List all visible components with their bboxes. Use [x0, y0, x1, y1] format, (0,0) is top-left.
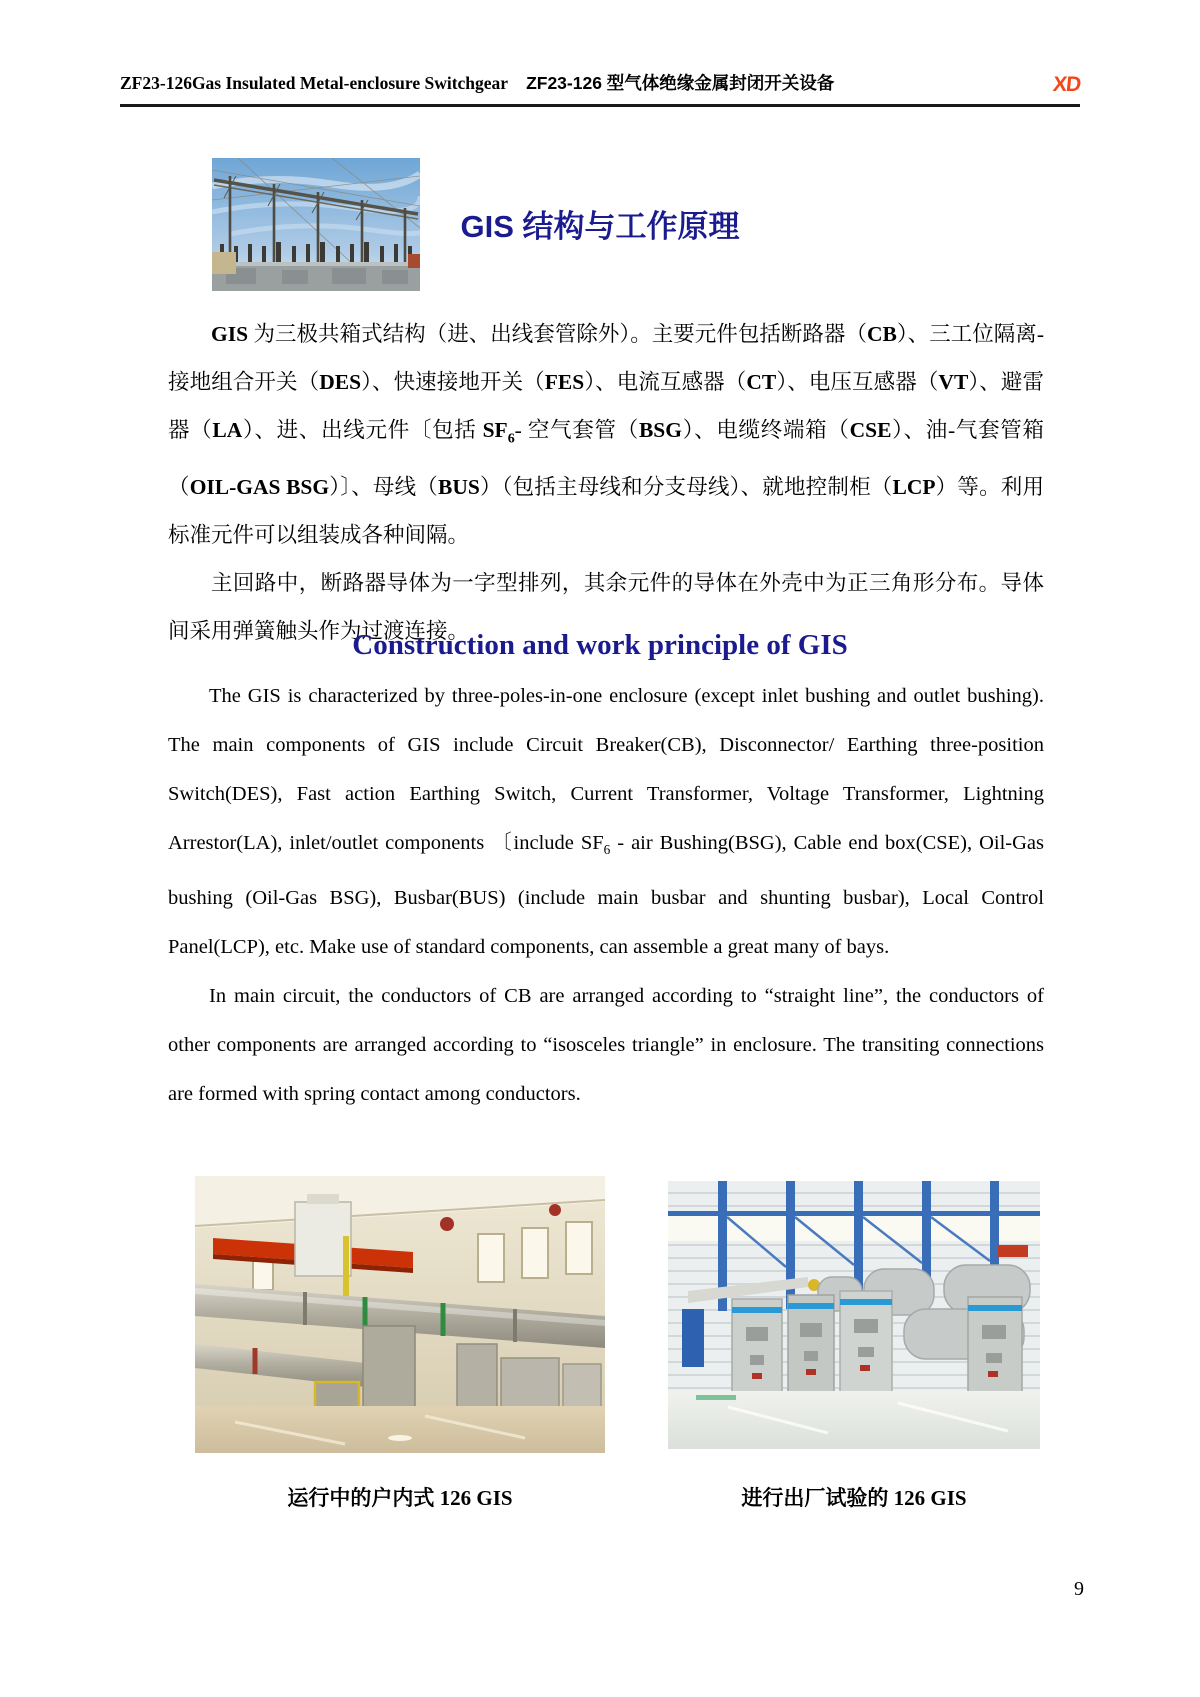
en-paragraph-1: The GIS is characterized by three-poles-in-one enclosure (except inlet bushing and outlet bushing). The main components of GIS include Circuit Breaker(CB), Disconnector/ Earthing three-position Switch(DES), Fast action Earthing Switch, Current Transformer, Voltage Transformer, Lightning Arrestor(LA), inlet/outlet components 〔include $SF_6$ - air Bushing(BSG), Cable end box(CSE), Oil-Gas bushing (Oil-Gas BSG), Busbar(BUS) (include main busbar and shunting busbar), Local Control Panel(LCP), etc. Make use of standard components, can assemble a great many of bays. [168, 685, 1044, 959]
xd-logo-icon: XD [1051, 73, 1082, 96]
page-header [120, 70, 1080, 107]
zh-section-title: GIS 结构与工作原理 [460, 209, 740, 244]
indoor-gis-photo [195, 1176, 605, 1453]
zh-section-body [168, 310, 1044, 655]
caption-right: 进行出厂试验的 126 GIS [741, 1486, 967, 1510]
caption-left: 运行中的户内式 126 GIS [287, 1486, 513, 1510]
en-paragraph-2: In main circuit, the conductors of CB are arranged according to “straight line”, the conductors of other components are arranged according to “isosceles triangle” in enclosure. The transiting connections are formed with spring contact among conductors. [168, 985, 1044, 1106]
zh-paragraph-1: GIS 为三极共箱式结构（进、出线套管除外）。主要元件包括断路器（CB）、三工位隔离-接地组合开关（DES）、快速接地开关（FES）、电流互感器（CT）、电压互感器（VT）、避雷器（LA）、进、出线元件〔包括 $SF_6-$ 空气套管（BSG）、电缆终端箱（CSE）、油-气套管箱（OIL-GAS BSG）〕、母线（BUS）（包括主母线和分支母线）、就地控制柜（LCP）等。利用标准元件可以组装成各种间隔。 [168, 322, 1044, 548]
factory-test-photo [668, 1181, 1040, 1449]
zh-paragraph-2: 主回路中，断路器导体为一字型排列，其余元件的导体在外壳中为正三角形分布。导体间采用弹簧触头作为过渡连接。 [168, 571, 1044, 644]
header-title-en: ZF23-126Gas Insulated Metal-enclosure Switchgear [120, 73, 509, 93]
header-title [120, 70, 834, 95]
en-section-title: Construction and work principle of GIS [352, 629, 848, 661]
indoor-gis-photo-art [195, 1176, 605, 1453]
page-number: 9 [1074, 1578, 1084, 1600]
en-section-body [168, 672, 1044, 1119]
header-title-zh: ZF23-126 型气体绝缘金属封闭开关设备 [526, 73, 835, 93]
factory-test-photo-art [668, 1181, 1040, 1449]
